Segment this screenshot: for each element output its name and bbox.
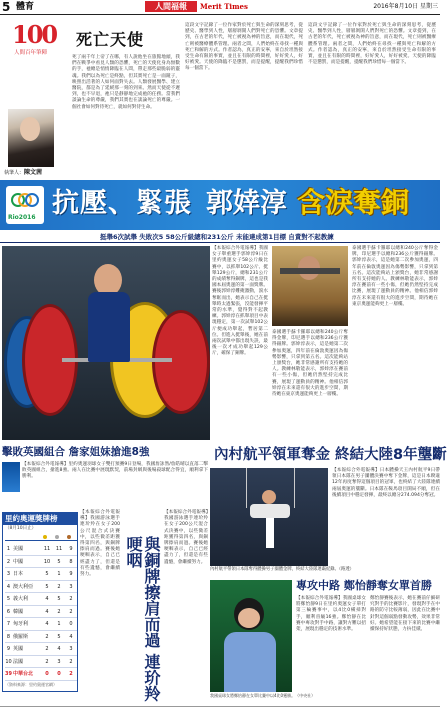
banner-headline-2: 郭婞淳: [206, 188, 287, 219]
medal-bronze: 0: [69, 621, 73, 628]
medal-bronze: 3: [69, 646, 73, 653]
medal-gold: 0: [45, 671, 49, 678]
medal-row: [5, 643, 77, 656]
medal-silver: 1: [57, 621, 61, 628]
medal-bronze: 4: [69, 633, 73, 640]
medal-rank: 7: [6, 621, 11, 628]
swim-body-col1: 【本報綜合外電報導】我國游泳選手連玠羚在女子200公尺混合式決賽中，以些微差距獲得第四名，與銅牌擦肩而過。賽後她哽咽表示，自己已經盡力了，但還是有些遺憾，會繼續努力。: [80, 510, 120, 578]
masthead-logo: 人間福報: [145, 1, 197, 12]
rio-logo-icon: [6, 188, 44, 216]
issue-date: 2016年8月10日 星期三: [373, 3, 438, 10]
weightlift-body-col2: 泰國選手蘇卡羅耶以總和240公斤奪得金牌，印尼選手以總和236公斤獲得銀牌。郭婞淳表示，這是她第二次參加奧運，四年前在倫敦奧運因為傷勢影響，只拿到第五名。這次能夠站上頒獎台，她非常感謝所有支持她的人。教練林敬能表示，郭婞淳在賽前有一些小傷，但她仍然堅持完成比賽，展現了運動員的精神。他相信郭婞淳在未來還有很大的進步空間，期待她在東京奧運能夠更上一層樓。: [272, 330, 348, 398]
gymnastics-body: 【本報綜合外電報導】日本體操天王內村航平9日帶領日本隊在男子團體決賽中奪下金牌，這是日本睽違12年再度奪得這個項目的冠軍，也終結了大陸隊連續兩屆奧運的壟斷。日本隊在鞍馬項目開局不順，但在後續項目中穩定發揮，最終以總分274.094分奪冠。: [332, 468, 440, 498]
medal-gold: 10: [43, 558, 51, 565]
medal-silver: 5: [57, 558, 61, 565]
swim-section: [80, 502, 208, 702]
author-name: 陳文茜: [24, 169, 43, 176]
medal-gold: 4: [45, 596, 49, 603]
swim-body-col2: 【本報綜合外電報導】我國游泳選手連玠羚在女子200公尺混合式決賽中，以些微差距獲得第四名，與銅牌擦肩而過。賽後她哽咽表示，自己已經盡力了，但還是有些遺憾，會繼續努力。: [164, 510, 208, 565]
medal-bronze: 3: [69, 583, 73, 590]
weightlifting-photo: [2, 246, 210, 440]
medal-country: 美國: [13, 546, 24, 552]
tabletennis-section: [210, 578, 440, 706]
medal-table: [2, 512, 78, 692]
column-section: [2, 17, 438, 177]
rings-cable-2: [294, 468, 295, 508]
page-header: [0, 0, 440, 15]
medal-row: [5, 618, 77, 631]
headline-banner: [0, 180, 440, 230]
medal-rank: 3: [6, 571, 11, 578]
medal-country: 澳大利亞: [13, 583, 34, 590]
col-gold-icon: [43, 535, 47, 539]
medal-silver: 11: [55, 546, 63, 552]
col-silver-icon: [55, 535, 59, 539]
medal-row: [5, 668, 77, 681]
col-bronze-icon: [67, 535, 71, 539]
medal-gold: 5: [45, 583, 49, 590]
medal-gold: 4: [45, 621, 49, 628]
medal-table-title: 里約奧運獎牌榜: [5, 514, 58, 523]
medal-row: [5, 656, 77, 669]
tabletennis-headline: 專攻中路 鄭怡靜奪女單首勝: [296, 579, 432, 592]
page-number: 5: [2, 0, 11, 14]
swim-headline: 與銅牌擦肩而過 連玠羚哽咽: [124, 536, 161, 702]
medal-gold: 2: [45, 658, 49, 665]
medal-rank: 39: [5, 671, 12, 678]
athlete-body: [88, 292, 130, 362]
subheadline: 挺舉6次試舉 失敗次5 58公斤級總和231公斤 未能達成第1目標 自責對不起教練: [100, 233, 334, 241]
weightlift-body-col3: 泰國選手蘇卡羅耶以總和240公斤奪得金牌，印尼選手以總和236公斤獲得銀牌。郭婞淳表示，這是她第二次參加奧運，四年前在倫敦奧運因為傷勢影響，只拿到第五名。這次能夠站上頒獎台，她非常感謝所有支持她的人。教練林敬能表示，郭婞淳在賽前有一些小傷，但她仍然堅持完成比賽，展現了運動員的精神。他相信郭婞淳在未來還有很大的進步空間，期待她在東京奧運能夠更上一層樓。: [352, 246, 438, 307]
gymnast-legs: [266, 518, 274, 548]
medal-table-footer: （資料來源：里約奧運官網）: [5, 682, 57, 687]
column-body: 死了兩千年上帝了在哪，有人說他坐在旅館地頭，我們在戰爭中看見人類的恐懼，死亡的天使化身為無數的手，祂總是悄悄降臨在人間，帶走那些最脆弱的靈魂。我們以為死亡是終點，但其實死亡是一面鏡子，映照出活著的人如何面對失去。人類發展醫學、建立醫院，都是為了延緩那一刻的到來。然而天使從不遲到，也不早退，祂只是靜靜地完成祂的任務。當我們談論生命的尊嚴，我們其實也在談論死亡的尊嚴。一個社會如何對待死亡，就如何對待生命。: [72, 55, 180, 110]
tabletennis-photo: [210, 580, 292, 692]
gymnastics-photo-caption: 內村航平帶領日本隊奪得體操男子團體金牌，終結大陸隊連霸紀錄。（路透）: [210, 567, 354, 572]
bottom-rule: [0, 706, 440, 707]
medal-country: 法國: [13, 658, 24, 665]
weightlift-caption: [2, 440, 210, 444]
badminton-headline: 擊敗英國組合 詹家姐妹搶進8強: [2, 446, 150, 458]
medal-rank: 5: [6, 596, 11, 603]
author-label: 執筆人：: [4, 170, 25, 176]
badminton-photo: [2, 462, 20, 492]
badge-number: 100: [12, 20, 57, 49]
medal-gold: 2: [45, 633, 49, 640]
banner-headline-1: 抗壓、緊張: [52, 188, 192, 219]
gymnast-head: [262, 490, 276, 504]
medal-bronze: 2: [69, 608, 73, 615]
medal-country: 俄羅斯: [13, 633, 29, 640]
gymnastics-section: [210, 468, 440, 576]
medal-table-rows: [5, 543, 77, 681]
gymnastics-headline: 內村航平領軍奪金 終結大陸8年壟斷: [214, 447, 447, 463]
medal-bronze: 9: [69, 546, 73, 552]
rings-cable: [246, 468, 247, 508]
medal-silver: 5: [57, 596, 61, 603]
medal-row: [5, 606, 77, 619]
subhead-bar: [0, 232, 440, 243]
author-line: [4, 169, 74, 177]
weightlift-body-col1: 【本報綜合外電報導】我國女子舉重選手郭婞淳9日在里約奧運女子58公斤級比賽中，以抓舉102公斤、挺舉129公斤，總和231公斤的成績奪得銅牌，這也是我國本屆奧運的第一面獎牌。賽後郭婞淳難掩激動，淚水奪眶而出，她表示自己在挺舉時太過緊張，沒能發揮平常的水準，覺得對不起教練。郭婞淳在抓舉項目中表現穩定，第一次試舉102公斤便成功舉起，暫居第二位。但進入挺舉後，她在前兩次試舉中都出現失誤，最後一次才成功舉起129公斤，確保了銅牌。: [212, 246, 268, 357]
medal-silver: 4: [57, 646, 61, 653]
medal-row: [5, 568, 77, 581]
medal-row: [5, 556, 77, 569]
badminton-body: 【本報綜合外電報導】里約奧運羽球女子雙打預賽9日登場，我國詹詠然/詹皓晴以直落二擊敗英國組合，搶進8強。兩人在比賽中展現默契，前場封網與後場殺球配合得宜，順利拿下勝利。: [22, 462, 208, 480]
banner-headline-3: 含淚奪銅: [297, 186, 410, 219]
medal-rank: 2: [6, 558, 11, 565]
medal-row: [5, 543, 77, 556]
athlete2-arm: [280, 268, 340, 274]
section-name: 體育: [16, 2, 35, 12]
tabletennis-body-col1: 【本報綜合外電報導】我國桌球女將鄭怡靜9日在里約奧運女子單打第三輪賽事中，以4比0橫掃對手，順利晉級16強。鄭怡靜在比賽中專攻對手中路，讓對方難以招架，展現出穩定的技術水準。: [296, 596, 366, 633]
medal-country: 匈牙利: [13, 621, 29, 628]
medal-bronze: 2: [69, 596, 73, 603]
medal-country: 英國: [13, 646, 24, 653]
medal-row: [5, 593, 77, 606]
medal-rank: 4: [6, 583, 11, 590]
medal-country: 義大利: [13, 596, 29, 603]
player-shirt: [224, 632, 276, 692]
rio2016-logo: [6, 186, 44, 224]
medal-bronze: 8: [69, 558, 73, 565]
medal-rank: 10: [5, 658, 12, 665]
plate-right-red: [152, 310, 210, 414]
medal-silver: 5: [57, 633, 61, 640]
medal-gold: 4: [45, 608, 49, 615]
medal-gold: 5: [45, 571, 49, 578]
gymnastics-headline-bar: [210, 444, 447, 466]
author-photo-face: [20, 117, 40, 141]
medal-gold: 11: [43, 546, 51, 552]
medal-row: [5, 581, 77, 594]
medal-silver: 1: [57, 571, 61, 578]
column-title: 死亡天使: [76, 30, 145, 49]
column-badge: [12, 21, 72, 61]
weightlift-article: [212, 246, 438, 442]
player-face: [238, 608, 260, 628]
medal-table-subtitle: （8月10日止）: [5, 526, 37, 531]
medal-silver: 3: [57, 658, 61, 665]
medal-table-header: [3, 513, 77, 525]
tabletennis-photo-caption: 我國桌球女將鄭怡靜在女單比賽中以4比0獲勝。（中央社）: [210, 693, 316, 698]
medal-gold: 2: [45, 646, 49, 653]
medal-rank: 1: [6, 546, 11, 552]
rio-logo-text: Rio2016: [8, 214, 36, 221]
medal-country: 韓國: [13, 608, 24, 615]
medal-table-col-header: [5, 533, 77, 541]
medal-silver: 2: [57, 583, 61, 590]
gymnastics-photo: [210, 468, 328, 566]
author-photo: [8, 109, 54, 167]
medal-rank: 9: [6, 646, 11, 653]
medal-bronze: 9: [69, 571, 73, 578]
column-body-2: 這段文字記錄了一位作家對於死亡與生命的深刻思考，從歷史、醫學到人性，層層剝開人們對死亡的恐懼。文章提到，在古老的年代，死亡被視為神的旨意，而在現代，死亡則被醫療體系管理。兩者之間，人們始終在尋找一種與死亡和解的方式。作者認為，真正的安寧，來自於坦然接受生命有限的事實，並且在有限的時間裡，好好愛人，好好被愛。天使的降臨不是懲罰，而是提醒，提醒我們珍惜每一個當下。: [185, 23, 303, 72]
column-body-3: 這段文字記錄了一位作家對於死亡與生命的深刻思考，從歷史、醫學到人性，層層剝開人們對死亡的恐懼。文章提到，在古老的年代，死亡被視為神的旨意，而在現代，死亡則被醫療體系管理。兩者之間，人們始終在尋找一種與死亡和解的方式。作者認為，真正的安寧，來自於坦然接受生命有限的事實，並且在有限的時間裡，好好愛人，好好被愛。天使的降臨不是懲罰，而是提醒，提醒我們珍惜每一個當下。: [308, 23, 436, 66]
masthead-logo-en: Merit Times: [200, 2, 248, 11]
medal-bronze: 2: [69, 671, 73, 678]
badge-caption: 人間百年筆陣: [14, 50, 48, 56]
gymnast-body: [250, 504, 290, 518]
medal-rank: 6: [6, 608, 11, 615]
medal-bronze: 2: [69, 658, 73, 665]
badminton-section: [2, 446, 208, 500]
medal-country: 日本: [13, 571, 24, 578]
medal-silver: 2: [57, 608, 61, 615]
medal-country: 中華台北: [13, 671, 34, 678]
weightlift-photo-2: [272, 246, 348, 326]
tabletennis-body-col2: 鄭怡靜賽後表示，她在賽前仔細研究對手的比賽影片，發現對手在中路的防守比較薄弱，因此在比賽中針對這個弱點發動攻勢，效果非常好。她希望能在接下來的比賽中繼續保持好狀態，力拚佳績。: [370, 596, 440, 633]
medal-rank: 8: [6, 633, 11, 640]
medal-row: [5, 631, 77, 644]
medal-country: 中國: [13, 558, 24, 565]
medal-silver: 0: [57, 671, 61, 678]
